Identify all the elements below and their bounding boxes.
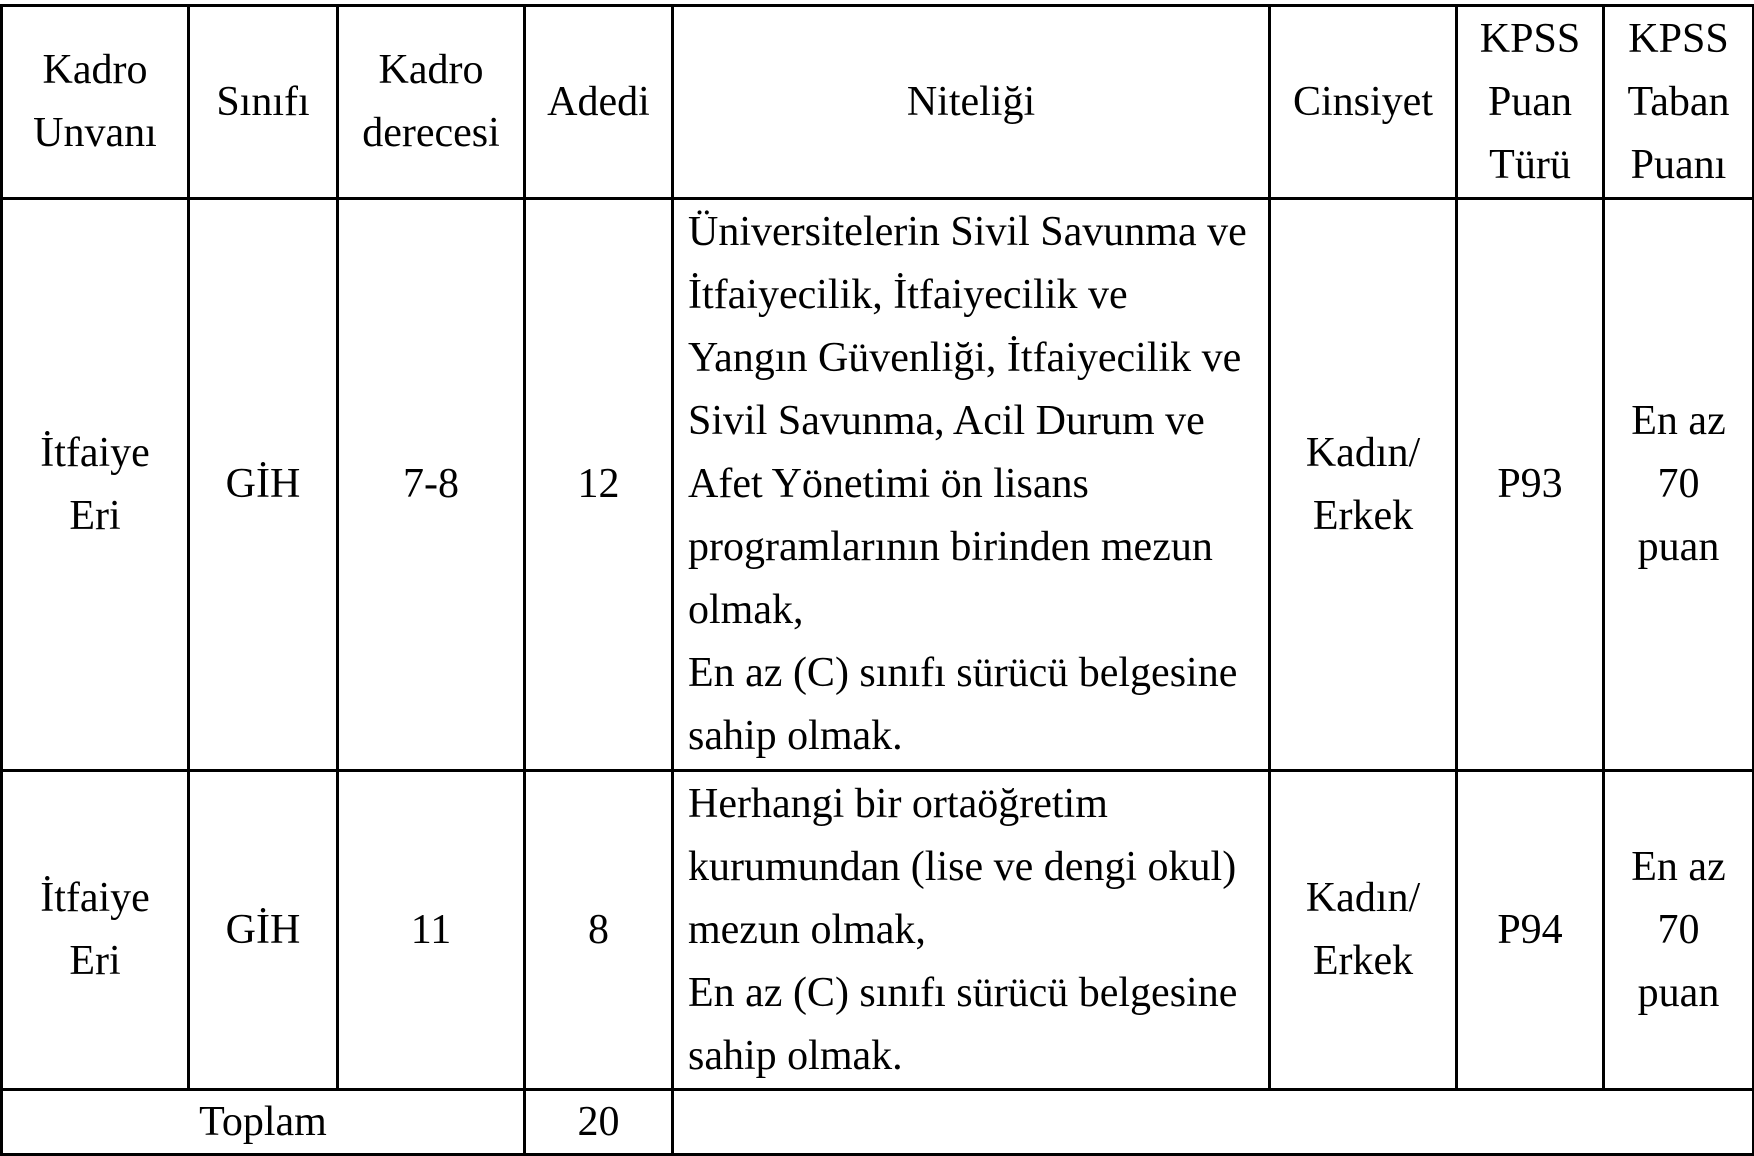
header-niteligi: Niteliği xyxy=(673,6,1270,199)
table-row xyxy=(2,199,1754,771)
total-empty-cell xyxy=(673,1090,1754,1155)
cell-sinifi: GİH xyxy=(189,771,338,1090)
header-kadro-derecesi: Kadro derecesi xyxy=(338,6,525,199)
table-row xyxy=(2,771,1754,1090)
cell-adedi: 8 xyxy=(525,771,673,1090)
header-kpss-puan-turu: KPSS Puan Türü xyxy=(1457,6,1604,199)
header-sinifi: Sınıfı xyxy=(189,6,338,199)
cell-kpss-puan-turu: P93 xyxy=(1457,199,1604,771)
kadro-table xyxy=(0,4,1754,1156)
table-total-row xyxy=(2,1090,1754,1155)
table-header-row xyxy=(2,6,1754,199)
header-kadro-unvani: Kadro Unvanı xyxy=(2,6,189,199)
cell-adedi: 12 xyxy=(525,199,673,771)
cell-sinifi: GİH xyxy=(189,199,338,771)
cell-cinsiyet: Kadın/ Erkek xyxy=(1270,771,1457,1090)
cell-kpss-taban-puani: En az 70 puan xyxy=(1604,199,1754,771)
cell-cinsiyet: Kadın/ Erkek xyxy=(1270,199,1457,771)
header-kpss-taban-puani: KPSS Taban Puanı xyxy=(1604,6,1754,199)
header-adedi: Adedi xyxy=(525,6,673,199)
total-value: 20 xyxy=(525,1090,673,1155)
total-label: Toplam xyxy=(2,1090,525,1155)
cell-kadro-derecesi: 11 xyxy=(338,771,525,1090)
cell-kadro-unvani: İtfaiye Eri xyxy=(2,199,189,771)
cell-niteligi: Herhangi bir ortaöğretim kurumundan (lise ve dengi okul) mezun olmak, En az (C) sınıfı sürücü belgesine sahip olmak. xyxy=(673,771,1270,1090)
cell-kadro-unvani: İtfaiye Eri xyxy=(2,771,189,1090)
cell-kpss-puan-turu: P94 xyxy=(1457,771,1604,1090)
cell-kadro-derecesi: 7-8 xyxy=(338,199,525,771)
header-cinsiyet: Cinsiyet xyxy=(1270,6,1457,199)
cell-niteligi: Üniversitelerin Sivil Savunma ve İtfaiyecilik, İtfaiyecilik ve Yangın Güvenliği, İtfaiyecilik ve Sivil Savunma, Acil Durum ve Afet Yönetimi ön lisans programlarının birinden mezun olmak, En az (C) sınıfı sürücü belgesine sahip olmak. xyxy=(673,199,1270,771)
cell-kpss-taban-puani: En az 70 puan xyxy=(1604,771,1754,1090)
